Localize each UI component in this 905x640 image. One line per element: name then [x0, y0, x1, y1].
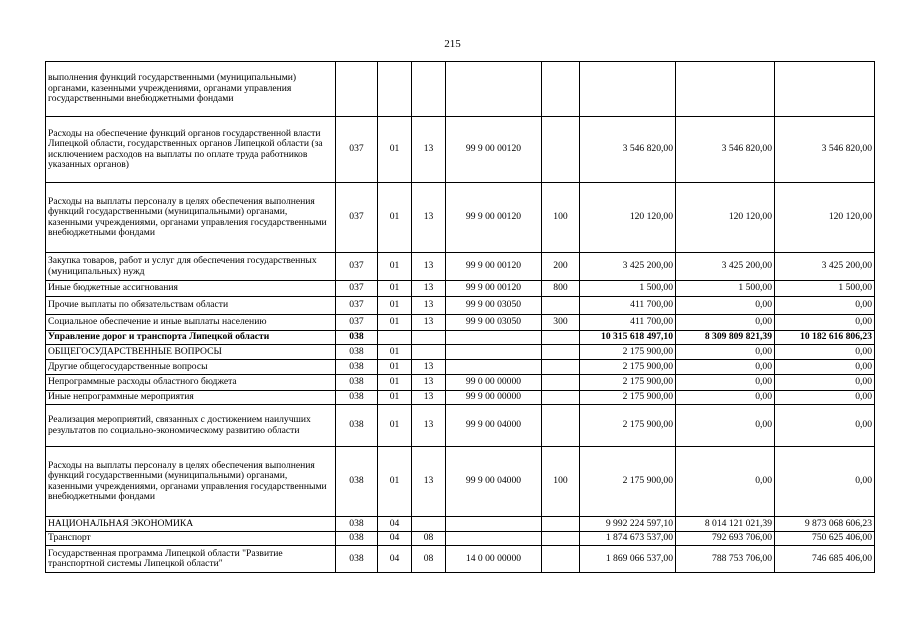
- row-section-code-cell: 01: [378, 253, 412, 281]
- row-amount-year2-cell: 788 753 706,00: [676, 546, 775, 573]
- row-ministry-code-cell: 037: [336, 297, 378, 315]
- row-amount-year2-cell: 0,00: [676, 405, 775, 447]
- row-amount-year1-cell: 120 120,00: [580, 183, 676, 253]
- row-subsection-code-cell: [412, 62, 446, 117]
- row-name-cell: выполнения функций государственными (муниципальными) органами, казенными учреждениями, органами управления государственными внебюджетными фондами: [46, 62, 336, 117]
- row-amount-year2-cell: 3 425 200,00: [676, 253, 775, 281]
- row-target-article-cell: 99 9 00 00000: [446, 391, 542, 405]
- row-name-cell: Управление дорог и транспорта Липецкой области: [46, 331, 336, 345]
- budget-table-body: [46, 62, 875, 573]
- row-target-article-cell: [446, 62, 542, 117]
- row-amount-year2-cell: 1 500,00: [676, 281, 775, 297]
- row-section-code-cell: 01: [378, 360, 412, 375]
- row-amount-year3-cell: [775, 62, 875, 117]
- row-target-article-cell: 99 9 00 00120: [446, 117, 542, 183]
- row-expense-type-cell: [542, 391, 580, 405]
- row-section-code-cell: [378, 62, 412, 117]
- row-amount-year1-cell: 2 175 900,00: [580, 375, 676, 391]
- row-amount-year1-cell: 411 700,00: [580, 297, 676, 315]
- row-amount-year2-cell: 8 014 121 021,39: [676, 517, 775, 532]
- row-ministry-code-cell: 038: [336, 405, 378, 447]
- table-row: [46, 331, 875, 345]
- row-amount-year3-cell: 0,00: [775, 360, 875, 375]
- row-amount-year1-cell: 1 874 673 537,00: [580, 532, 676, 546]
- row-name-cell: Закупка товаров, работ и услуг для обеспечения государственных (муниципальных) нужд: [46, 253, 336, 281]
- table-row: [46, 375, 875, 391]
- row-ministry-code-cell: 038: [336, 532, 378, 546]
- row-ministry-code-cell: 038: [336, 375, 378, 391]
- row-expense-type-cell: [542, 546, 580, 573]
- row-name-cell: НАЦИОНАЛЬНАЯ ЭКОНОМИКА: [46, 517, 336, 532]
- row-amount-year3-cell: 750 625 406,00: [775, 532, 875, 546]
- row-expense-type-cell: [542, 532, 580, 546]
- row-subsection-code-cell: 13: [412, 281, 446, 297]
- row-amount-year1-cell: 1 869 066 537,00: [580, 546, 676, 573]
- row-name-cell: Прочие выплаты по обязательствам области: [46, 297, 336, 315]
- table-row: [46, 447, 875, 517]
- row-name-cell: Непрограммные расходы областного бюджета: [46, 375, 336, 391]
- row-ministry-code-cell: 037: [336, 281, 378, 297]
- row-amount-year3-cell: 0,00: [775, 405, 875, 447]
- row-ministry-code-cell: 038: [336, 517, 378, 532]
- table-row: [46, 297, 875, 315]
- table-row: [46, 391, 875, 405]
- page-number: 215: [444, 38, 461, 50]
- row-section-code-cell: 01: [378, 405, 412, 447]
- table-row: [46, 345, 875, 360]
- row-section-code-cell: 01: [378, 117, 412, 183]
- row-subsection-code-cell: [412, 331, 446, 345]
- row-expense-type-cell: [542, 297, 580, 315]
- row-name-cell: ОБЩЕГОСУДАРСТВЕННЫЕ ВОПРОСЫ: [46, 345, 336, 360]
- row-expense-type-cell: [542, 375, 580, 391]
- row-target-article-cell: 99 9 00 03050: [446, 315, 542, 331]
- row-section-code-cell: 01: [378, 183, 412, 253]
- row-name-cell: Расходы на выплаты персоналу в целях обеспечения выполнения функций государственными (муниципальными) органами, казенными учреждениями, органами управления государственными внебюджетными фондами: [46, 447, 336, 517]
- row-name-cell: Иные бюджетные ассигнования: [46, 281, 336, 297]
- row-amount-year2-cell: 8 309 809 821,39: [676, 331, 775, 345]
- row-name-cell: Социальное обеспечение и иные выплаты населению: [46, 315, 336, 331]
- row-target-article-cell: 99 9 00 00120: [446, 183, 542, 253]
- row-amount-year1-cell: 3 425 200,00: [580, 253, 676, 281]
- row-subsection-code-cell: 13: [412, 297, 446, 315]
- row-amount-year3-cell: 0,00: [775, 315, 875, 331]
- row-amount-year3-cell: 3 425 200,00: [775, 253, 875, 281]
- row-amount-year3-cell: 0,00: [775, 391, 875, 405]
- row-ministry-code-cell: 037: [336, 117, 378, 183]
- row-expense-type-cell: 200: [542, 253, 580, 281]
- row-amount-year1-cell: 3 546 820,00: [580, 117, 676, 183]
- row-expense-type-cell: [542, 117, 580, 183]
- row-subsection-code-cell: 13: [412, 253, 446, 281]
- row-section-code-cell: 01: [378, 345, 412, 360]
- row-amount-year3-cell: 0,00: [775, 345, 875, 360]
- row-target-article-cell: [446, 532, 542, 546]
- row-amount-year2-cell: 3 546 820,00: [676, 117, 775, 183]
- row-amount-year1-cell: 2 175 900,00: [580, 447, 676, 517]
- row-name-cell: Расходы на выплаты персоналу в целях обеспечения выполнения функций государственными (муниципальными) органами, казенными учреждениями, органами управления государственными внебюджетными фондами: [46, 183, 336, 253]
- table-row: [46, 546, 875, 573]
- row-target-article-cell: [446, 345, 542, 360]
- row-amount-year3-cell: 10 182 616 806,23: [775, 331, 875, 345]
- row-ministry-code-cell: 037: [336, 183, 378, 253]
- row-expense-type-cell: [542, 360, 580, 375]
- table-row: [46, 183, 875, 253]
- row-subsection-code-cell: 13: [412, 315, 446, 331]
- row-section-code-cell: 01: [378, 297, 412, 315]
- row-target-article-cell: [446, 331, 542, 345]
- table-row: [46, 62, 875, 117]
- row-target-article-cell: 99 0 00 00000: [446, 375, 542, 391]
- row-amount-year1-cell: 2 175 900,00: [580, 391, 676, 405]
- row-amount-year2-cell: 0,00: [676, 297, 775, 315]
- row-expense-type-cell: [542, 345, 580, 360]
- row-amount-year2-cell: 0,00: [676, 447, 775, 517]
- row-amount-year1-cell: 2 175 900,00: [580, 405, 676, 447]
- row-amount-year3-cell: 0,00: [775, 447, 875, 517]
- row-target-article-cell: 99 9 00 03050: [446, 297, 542, 315]
- row-section-code-cell: 04: [378, 532, 412, 546]
- row-expense-type-cell: 800: [542, 281, 580, 297]
- row-amount-year3-cell: 3 546 820,00: [775, 117, 875, 183]
- row-subsection-code-cell: 13: [412, 375, 446, 391]
- row-amount-year3-cell: 0,00: [775, 297, 875, 315]
- row-amount-year1-cell: [580, 62, 676, 117]
- row-name-cell: Расходы на обеспечение функций органов государственной власти Липецкой области, государственных органов Липецкой области (за исключением расходов на выплаты по оплате труда работников указанных органов): [46, 117, 336, 183]
- row-amount-year3-cell: 0,00: [775, 375, 875, 391]
- row-section-code-cell: 01: [378, 447, 412, 517]
- row-target-article-cell: 14 0 00 00000: [446, 546, 542, 573]
- row-amount-year2-cell: 0,00: [676, 315, 775, 331]
- table-row: [46, 517, 875, 532]
- row-target-article-cell: 99 9 00 00120: [446, 253, 542, 281]
- row-subsection-code-cell: 08: [412, 546, 446, 573]
- row-subsection-code-cell: 13: [412, 447, 446, 517]
- row-section-code-cell: 04: [378, 546, 412, 573]
- row-section-code-cell: 01: [378, 391, 412, 405]
- row-section-code-cell: [378, 331, 412, 345]
- row-name-cell: Иные непрограммные мероприятия: [46, 391, 336, 405]
- row-expense-type-cell: [542, 331, 580, 345]
- row-section-code-cell: 01: [378, 375, 412, 391]
- row-subsection-code-cell: [412, 517, 446, 532]
- table-row: [46, 532, 875, 546]
- row-subsection-code-cell: 13: [412, 405, 446, 447]
- row-subsection-code-cell: 13: [412, 117, 446, 183]
- row-ministry-code-cell: 037: [336, 315, 378, 331]
- row-amount-year1-cell: 2 175 900,00: [580, 360, 676, 375]
- row-ministry-code-cell: 038: [336, 391, 378, 405]
- row-expense-type-cell: 300: [542, 315, 580, 331]
- row-amount-year1-cell: 9 992 224 597,10: [580, 517, 676, 532]
- row-subsection-code-cell: 13: [412, 360, 446, 375]
- row-section-code-cell: 01: [378, 315, 412, 331]
- row-amount-year2-cell: 0,00: [676, 345, 775, 360]
- row-subsection-code-cell: [412, 345, 446, 360]
- table-row: [46, 117, 875, 183]
- row-amount-year3-cell: 1 500,00: [775, 281, 875, 297]
- row-section-code-cell: 01: [378, 281, 412, 297]
- row-subsection-code-cell: 08: [412, 532, 446, 546]
- row-amount-year2-cell: 0,00: [676, 391, 775, 405]
- row-amount-year3-cell: 746 685 406,00: [775, 546, 875, 573]
- row-amount-year1-cell: 411 700,00: [580, 315, 676, 331]
- row-amount-year2-cell: 0,00: [676, 375, 775, 391]
- row-ministry-code-cell: 038: [336, 331, 378, 345]
- row-name-cell: Государственная программа Липецкой области "Развитие транспортной системы Липецкой области": [46, 546, 336, 573]
- row-amount-year1-cell: 10 315 618 497,10: [580, 331, 676, 345]
- row-name-cell: Транспорт: [46, 532, 336, 546]
- row-name-cell: Реализация мероприятий, связанных с достижением наилучших результатов по социально-экономическому развитию области: [46, 405, 336, 447]
- row-subsection-code-cell: 13: [412, 391, 446, 405]
- row-expense-type-cell: 100: [542, 183, 580, 253]
- table-row: [46, 253, 875, 281]
- row-expense-type-cell: [542, 62, 580, 117]
- row-target-article-cell: [446, 517, 542, 532]
- row-target-article-cell: 99 9 00 04000: [446, 405, 542, 447]
- row-ministry-code-cell: 038: [336, 345, 378, 360]
- row-ministry-code-cell: 037: [336, 253, 378, 281]
- table-row: [46, 360, 875, 375]
- row-target-article-cell: 99 9 00 00120: [446, 281, 542, 297]
- row-amount-year2-cell: 120 120,00: [676, 183, 775, 253]
- table-row: [46, 405, 875, 447]
- row-amount-year2-cell: 792 693 706,00: [676, 532, 775, 546]
- row-subsection-code-cell: 13: [412, 183, 446, 253]
- row-ministry-code-cell: 038: [336, 546, 378, 573]
- row-amount-year3-cell: 120 120,00: [775, 183, 875, 253]
- table-row: [46, 281, 875, 297]
- row-amount-year2-cell: 0,00: [676, 360, 775, 375]
- row-name-cell: Другие общегосударственные вопросы: [46, 360, 336, 375]
- row-amount-year3-cell: 9 873 068 606,23: [775, 517, 875, 532]
- row-target-article-cell: [446, 360, 542, 375]
- row-amount-year1-cell: 2 175 900,00: [580, 345, 676, 360]
- row-ministry-code-cell: 038: [336, 447, 378, 517]
- row-target-article-cell: 99 9 00 04000: [446, 447, 542, 517]
- row-amount-year2-cell: [676, 62, 775, 117]
- row-expense-type-cell: 100: [542, 447, 580, 517]
- row-expense-type-cell: [542, 517, 580, 532]
- table-row: [46, 315, 875, 331]
- budget-table: [45, 61, 875, 573]
- row-ministry-code-cell: 038: [336, 360, 378, 375]
- row-expense-type-cell: [542, 405, 580, 447]
- row-ministry-code-cell: [336, 62, 378, 117]
- row-section-code-cell: 04: [378, 517, 412, 532]
- row-amount-year1-cell: 1 500,00: [580, 281, 676, 297]
